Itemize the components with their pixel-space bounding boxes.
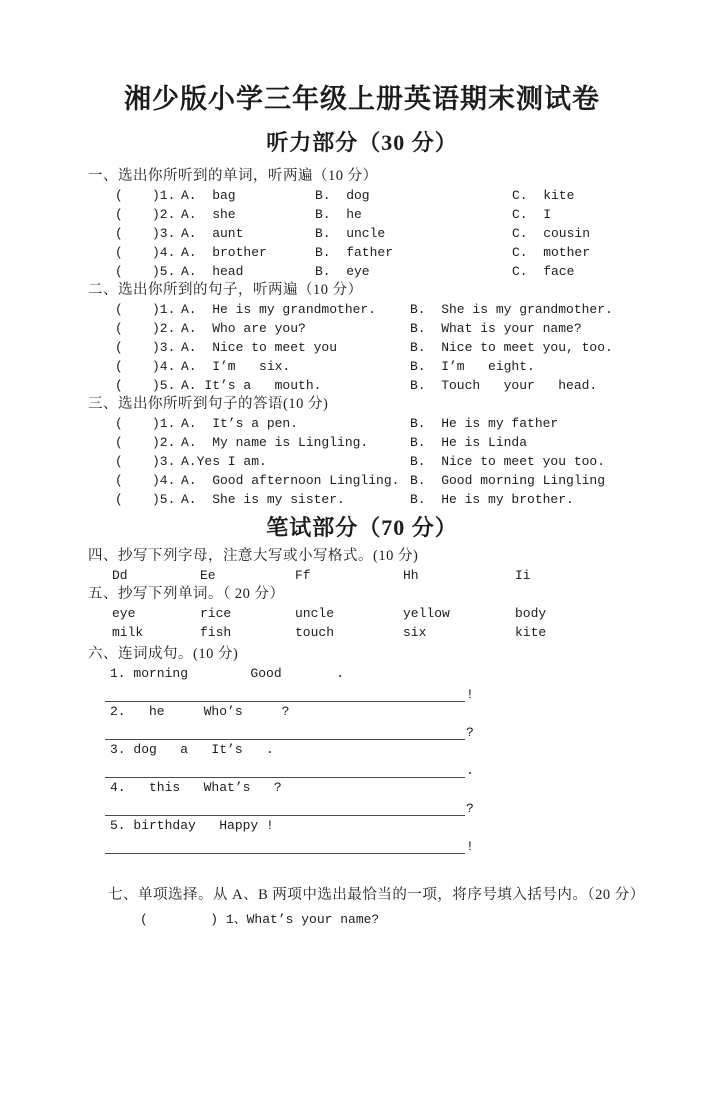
scrambled-words: 3. dog a It’s . [110,742,274,757]
word: yellow [403,606,450,621]
end-punctuation: ? [466,801,474,816]
question-row [115,243,724,262]
section-7-heading: 七、单项选择。从 A、B 两项中选出最恰当的一项，将序号填入括号内。（20 分） [108,887,645,903]
question-number: )4. [152,245,176,260]
letter-pair: Ee [200,568,216,583]
question-number: )1. [152,188,176,203]
option-a: A. aunt [181,226,244,241]
option-b: B. He is my brother. [410,492,574,507]
question-number: )5. [152,378,176,393]
section-3-heading: 三、选出你所听到句子的答语(10 分) [88,396,329,412]
answer-paren: ( [115,245,123,260]
option-a: A. bag [181,188,236,203]
answer-blank-row [105,721,724,740]
answer-blank-row [105,797,724,816]
option-a: A. brother [181,245,267,260]
answer-paren: ( [115,454,123,469]
option-a: A. My name is Lingling. [181,435,369,450]
word: uncle [295,606,335,621]
question-number: )5. [152,492,176,507]
letter-pair: Hh [403,568,419,583]
answer-blank-row [105,683,724,702]
option-a: A. Nice to meet you [181,340,338,355]
option-a: A. It’s a mouth. [181,378,322,393]
scrambled-words: 1. morning Good . [110,666,345,681]
exam-title: 湘少版小学三年级上册英语期末测试卷 [124,84,600,114]
exam-paper-page [0,82,724,1106]
option-c: C. I [512,207,552,222]
word: eye [112,606,136,621]
question-number: )3. [152,454,176,469]
question-row [115,471,724,490]
section-4-heading: 四、抄写下列字母，注意大写或小写格式。(10 分) [88,548,419,564]
word: touch [295,625,335,640]
section-6-heading: 六、连词成句。(10 分) [88,646,239,662]
choice-question-1: ( ) 1、What’s your name? [140,912,380,927]
option-b: B. Good morning Lingling [410,473,606,488]
question-row [115,338,724,357]
option-a: A. He is my grandmother. [181,302,377,317]
option-b: B. She is my grandmother. [410,302,613,317]
question-row [115,357,724,376]
question-row [115,224,724,243]
answer-paren: ( [115,492,123,507]
option-b: B. Touch your head. [410,378,598,393]
answer-blank-row [105,835,724,854]
question-number: )2. [152,207,176,222]
answer-blank-line [105,839,465,854]
question-row [115,376,724,395]
copy-words-row-2 [112,623,724,642]
section-5-heading: 五、抄写下列单词。（ 20 分） [88,586,285,602]
option-b: B. What is your name? [410,321,582,336]
word: milk [112,625,144,640]
end-punctuation: ! [466,839,474,854]
question-number: )1. [152,416,176,431]
question-number: )4. [152,473,176,488]
answer-paren: ( [115,473,123,488]
question-row [115,452,724,471]
letter-pair: Ff [295,568,311,583]
question-row [115,262,724,281]
scrambled-words: 4. this What’s ? [110,780,282,795]
letter-pair: Ii [515,568,531,583]
question-row [115,319,724,338]
option-b: B. he [315,207,362,222]
copy-letters-row [112,566,724,585]
option-b: B. Nice to meet you, too. [410,340,613,355]
option-a: A. she [181,207,236,222]
question-row [115,205,724,224]
letter-pair: Dd [112,568,128,583]
option-a: A. It’s a pen. [181,416,299,431]
answer-paren: ( [115,226,123,241]
option-c: C. mother [512,245,591,260]
section-1-heading: 一、选出你所听到的单词，听两遍（10 分） [88,168,378,184]
answer-paren: ( [115,302,123,317]
option-b: B. dog [315,188,370,203]
option-b: B. father [315,245,394,260]
section-2-rows [115,300,724,395]
answer-blank-row [105,759,724,778]
answer-blank-line [105,763,465,778]
scrambled-words: 5. birthday Happy ! [110,818,274,833]
answer-paren: ( [115,416,123,431]
question-number: )2. [152,321,176,336]
answer-paren: ( [115,321,123,336]
answer-paren: ( [115,264,123,279]
option-b: B. He is my father [410,416,559,431]
option-b: B. eye [315,264,370,279]
question-row [115,490,724,509]
question-row [115,186,724,205]
question-row [115,414,724,433]
answer-blank-line [105,801,465,816]
option-a: A. She is my sister. [181,492,345,507]
question-row [115,433,724,452]
option-a: A. head [181,264,244,279]
option-a: A. Good afternoon Lingling. [181,473,400,488]
question-number: )4. [152,359,176,374]
question-number: )2. [152,435,176,450]
option-b: B. I’m eight. [410,359,535,374]
copy-words-row-1 [112,604,724,623]
question-row [115,300,724,319]
option-a: A. I’m six. [181,359,291,374]
question-number: )3. [152,340,176,355]
option-c: C. kite [512,188,575,203]
answer-paren: ( [115,188,123,203]
option-b: B. He is Linda [410,435,528,450]
word: kite [515,625,547,640]
question-number: )1. [152,302,176,317]
listening-part-title: 听力部分（30 分） [266,130,458,155]
end-punctuation: . [466,763,474,778]
section-3-rows [115,414,724,509]
option-a: A.Yes I am. [181,454,267,469]
question-number: )5. [152,264,176,279]
word: fish [200,625,232,640]
option-b: B. Nice to meet you too. [410,454,606,469]
answer-paren: ( [115,378,123,393]
answer-paren: ( [115,435,123,450]
section-1-rows [115,186,724,281]
option-b: B. uncle [315,226,386,241]
end-punctuation: ! [466,687,474,702]
question-number: )3. [152,226,176,241]
answer-blank-line [105,687,465,702]
answer-blank-line [105,725,465,740]
section-2-heading: 二、选出你所到的句子，听两遍（10 分） [88,282,363,298]
answer-paren: ( [115,207,123,222]
scrambled-words: 2. he Who’s ? [110,704,290,719]
option-a: A. Who are you? [181,321,306,336]
option-c: C. cousin [512,226,591,241]
word: rice [200,606,232,621]
word: body [515,606,547,621]
answer-paren: ( [115,340,123,355]
end-punctuation: ? [466,725,474,740]
written-part-title: 笔试部分（70 分） [266,515,458,540]
answer-paren: ( [115,359,123,374]
option-c: C. face [512,264,575,279]
word: six [403,625,427,640]
